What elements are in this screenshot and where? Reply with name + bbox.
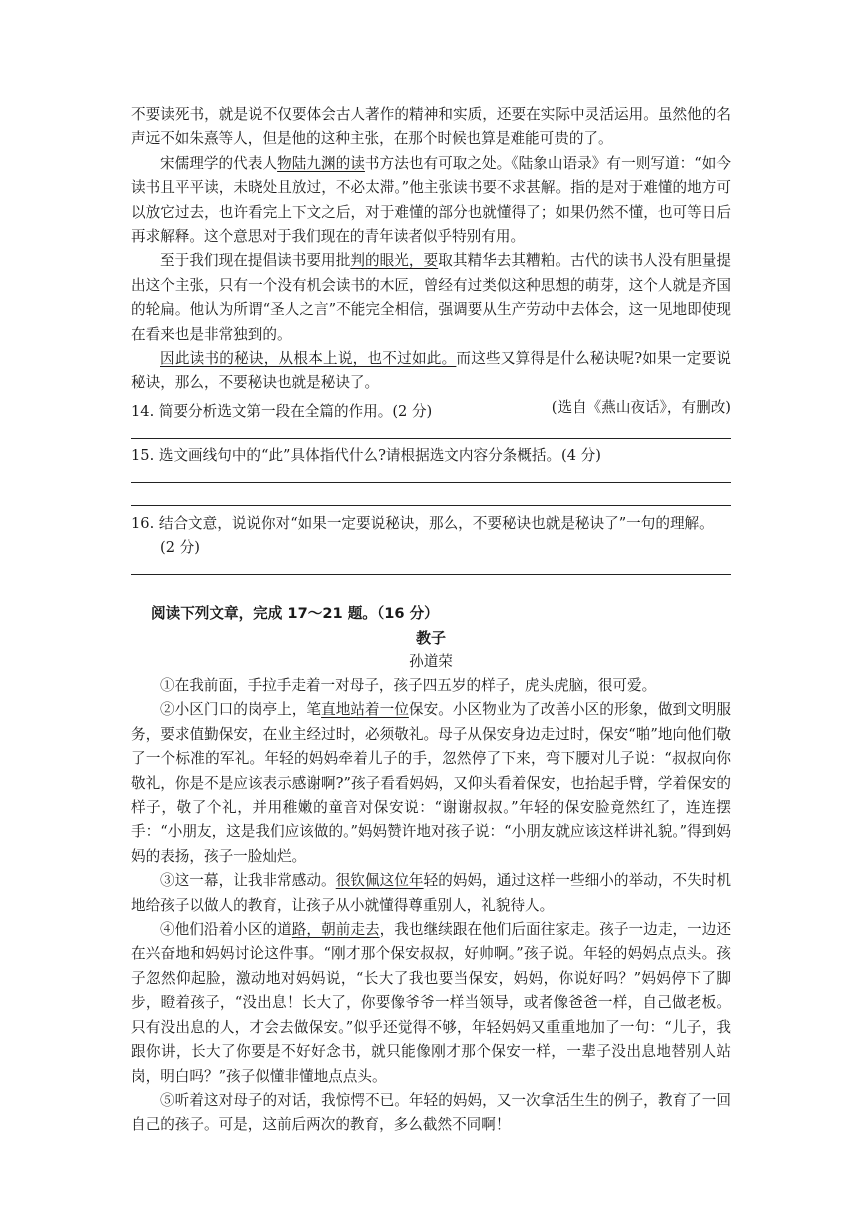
article-title: 教子 <box>415 629 446 647</box>
question-16: 16. 结合文意，说说你对“如果一定要说秘诀，那么，不要秘诀也就是秘诀了”一句的理解。 (2 分) <box>131 515 714 556</box>
passage-2-paragraph-5: ⑤听着这对母子的对话，我惊愕不已。年轻的妈妈，又一次拿活生生的例子，教育了一回自己的孩子。可是，这前后两次的教育，多么截然不同啊！ <box>131 1091 731 1134</box>
answer-line-14[interactable] <box>131 438 731 439</box>
passage-1-paragraph-4: 因此读书的秘诀，从根本上说，也不过如此。而这些又算得是什么秘诀呢?如果一定要说秘诀，那么，不要秘诀也就是秘诀了。 <box>131 350 731 392</box>
passage-2 <box>131 602 731 1138</box>
answer-line-15b[interactable] <box>131 505 731 506</box>
passage-2-paragraph-3: ③这一幕，让我非常感动。很钦佩这位年轻的妈妈，通过这样一些细小的举动，不失时机地给孩子以做人的教育，让孩子从小就懂得尊重别人，礼貌待人。 <box>131 872 731 914</box>
section-header: 阅读下列文章，完成 17～21 题。（16 分） <box>151 605 439 622</box>
passage-2-paragraph-4: ④他们沿着小区的道路，朝前走去，我也继续跟在他们后面往家走。孩子一边走，一边还在兴奋地和妈妈讨论这件事。“刚才那个保安叔叔，好帅啊。”孩子说。年轻的妈妈点点头。孩子忽然仰起脸，激动地对妈妈说，“长大了我也要当保安，妈妈，你说好吗？”妈妈停下了脚步，瞪着孩子，“没出息！长大了，你要像爷爷一样当领导，或者像爸爸一样，自己做老板。只有没出息的人，才会去做保安。”似乎还觉得不够，年轻妈妈又重重地加了一句：“儿子，我跟你讲，长大了你要是不好好念书，就只能像刚才那个保安一样，一辈子没出息地替别人站岗，明白吗？”孩子似懂非懂地点点头。 <box>131 921 731 1085</box>
questions-block <box>131 400 731 575</box>
passage-1-paragraph-3: 至于我们现在提倡读书要用批判的眼光，要取其精华去其糟粕。古代的读书人没有胆量提出这个主张，只有一个没有机会读书的木匠，曾经有过类似这种思想的萌芽，这个人就是齐国的轮扁。他认为所谓“圣人之言”不能完全相信，强调要从生产劳动中去体会，这一见地即使现在看来也是非常独到的。 <box>131 252 731 343</box>
question-14: 14. 简要分析选文第一段在全篇的作用。(2 分) <box>131 403 433 420</box>
source-note: (选自《燕山夜话》，有删改) <box>551 398 731 416</box>
passage-1 <box>131 103 731 420</box>
answer-line-16[interactable] <box>131 574 731 575</box>
passage-1-paragraph-2: 宋儒理学的代表人物陆九渊的读书方法也有可取之处。《陆象山语录》有一则写道：“如今读书且平平读，未晓处且放过，不必太滞。”他主张读书要不求甚解。指的是对于难懂的地方可以放它过去，也许看完上下文之后，对于难懂的部分也就懂得了；如果仍然不懂，也可等日后再求解释。这个意思对于我们现在的青年读者似乎特别有用。 <box>131 154 731 246</box>
question-15: 15. 选文画线句中的“此”具体指代什么?请根据选文内容分条概括。(4 分) <box>131 447 601 464</box>
passage-2-paragraph-2: ②小区门口的岗亭上，笔直地站着一位保安。小区物业为了改善小区的形象，做到文明服务，要求值勤保安，在业主经过时，必须敬礼。母子从保安身边走过时，保安“啪”地向他们敬了一个标准的军礼。年轻的妈妈牵着儿子的手，忽然停了下来，弯下腰对儿子说：“叔叔向你敬礼，你是不是应该表示感谢啊?”孩子看看妈妈，又仰头看着保安，也抬起手臂，学着保安的样子，敬了个礼，并用稚嫩的童音对保安说：“谢谢叔叔。”年轻的保安脸竟然红了，连连摆手：“小朋友，这是我们应该做的。”妈妈赞许地对孩子说：“小朋友就应该这样讲礼貌。”得到妈妈的表扬，孩子一脸灿烂。 <box>131 701 731 865</box>
article-author: 孙道荣 <box>409 653 453 670</box>
answer-line-15a[interactable] <box>131 482 731 483</box>
underlined-sentence: 因此读书的秘诀，从根本上说，也不过如此。 <box>160 350 457 368</box>
passage-2-paragraph-1: ①在我前面，手拉手走着一对母子，孩子四五岁的样子，虎头虎脑，很可爱。 <box>160 677 657 694</box>
passage-1-paragraph-1: 不要读死书，就是说不仅要体会古人著作的精神和实质，还要在实际中灵活运用。虽然他的名声远不如朱熹等人，但是他的这种主张，在那个时候也算是难能可贵的了。 <box>131 106 731 148</box>
